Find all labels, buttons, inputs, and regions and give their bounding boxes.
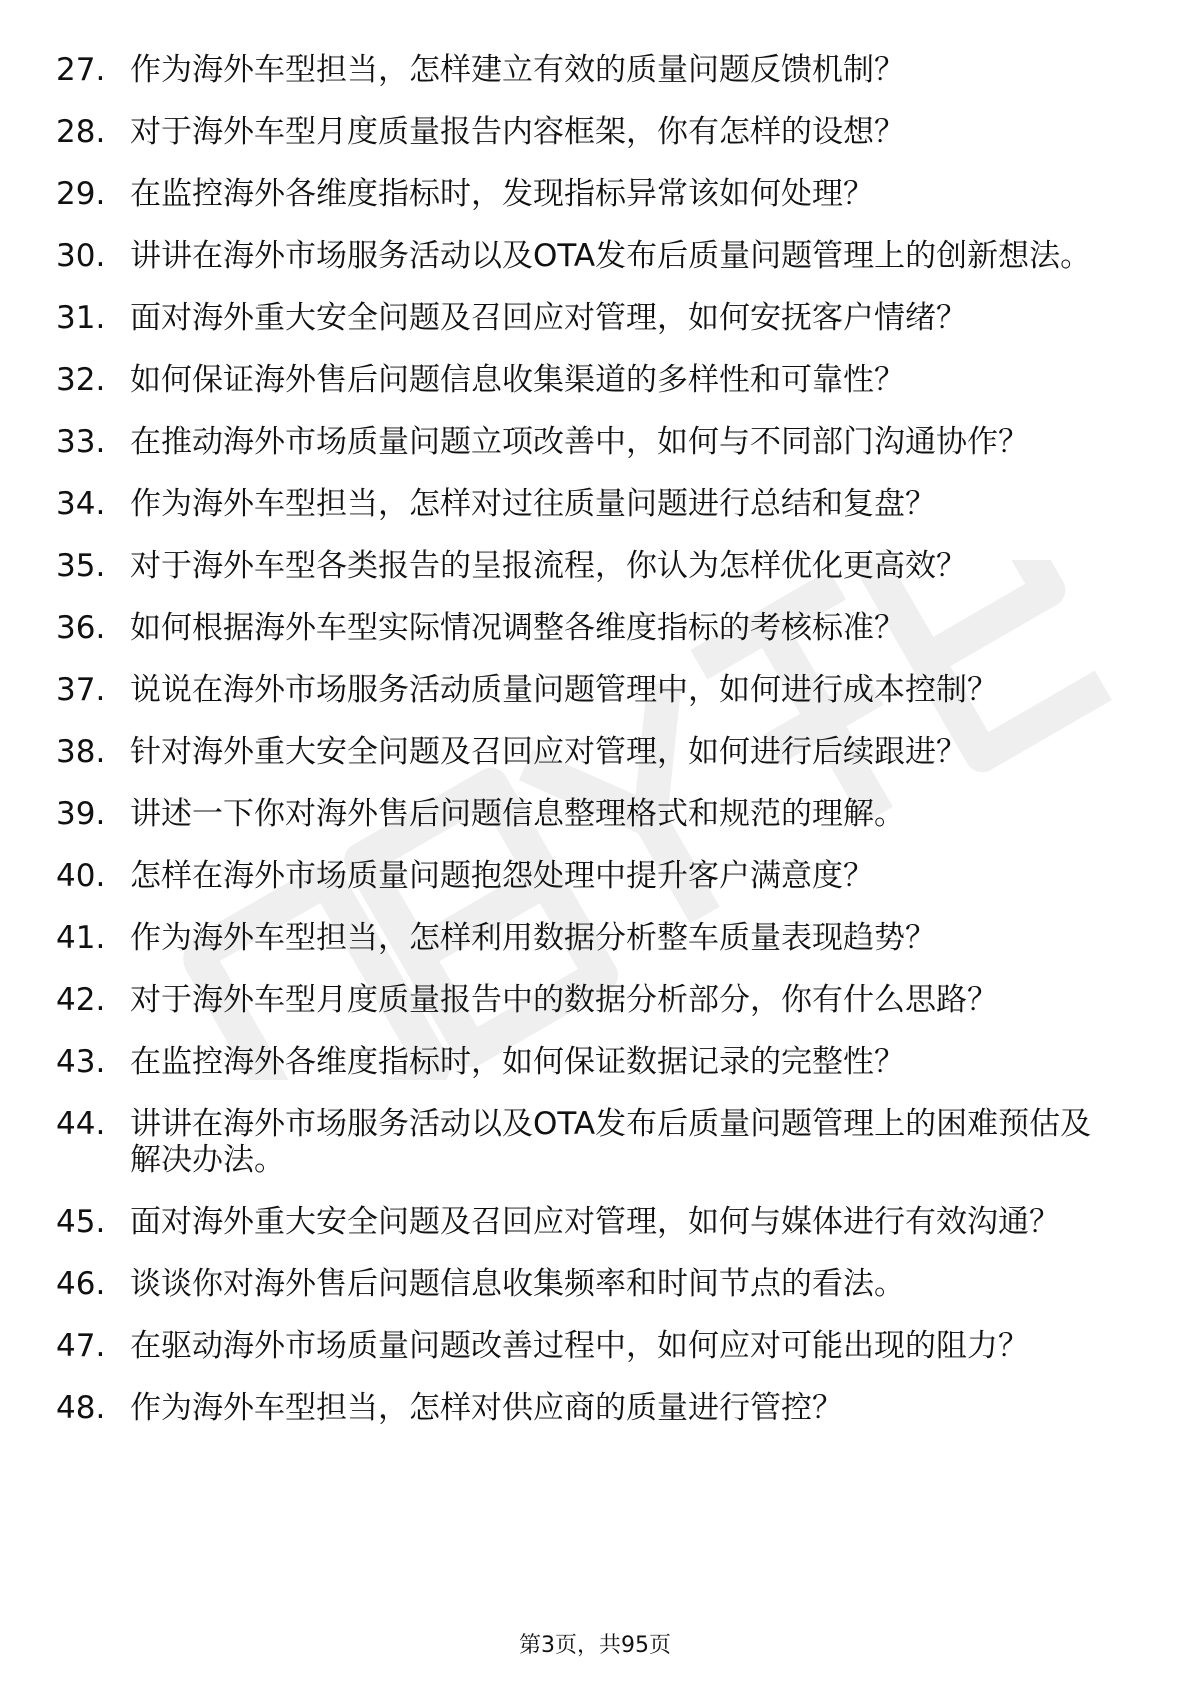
question-text: 对于海外车型各类报告的呈报流程，你认为怎样优化更高效？ — [130, 548, 967, 584]
question-number: 31. — [56, 300, 106, 336]
list-item — [56, 486, 1116, 522]
question-number: 43. — [56, 1044, 106, 1080]
list-item — [56, 1266, 1116, 1302]
question-text: 作为海外车型担当，怎样建立有效的质量问题反馈机制？ — [130, 52, 905, 88]
list-item — [56, 238, 1116, 274]
list-item — [56, 672, 1116, 708]
question-list — [56, 52, 1116, 1452]
question-text: 讲讲在海外市场服务活动以及OTA发布后质量问题管理上的创新想法。 — [130, 238, 1092, 274]
list-item — [56, 176, 1116, 212]
question-number: 44. — [56, 1106, 106, 1142]
question-text: 如何保证海外售后问题信息收集渠道的多样性和可靠性？ — [130, 362, 905, 398]
list-item — [56, 52, 1116, 88]
list-item — [56, 1390, 1116, 1426]
question-text: 讲述一下你对海外售后问题信息整理格式和规范的理解。 — [130, 796, 905, 832]
question-number: 48. — [56, 1390, 106, 1426]
question-text: 讲讲在海外市场服务活动以及OTA发布后质量问题管理上的困难预估及解决办法。 — [130, 1106, 1092, 1178]
page-footer: 第3页，共95页 — [519, 1633, 671, 1658]
question-number: 45. — [56, 1204, 106, 1240]
question-number: 28. — [56, 114, 106, 150]
question-number: 35. — [56, 548, 106, 584]
list-item — [56, 362, 1116, 398]
question-number: 42. — [56, 982, 106, 1018]
question-number: 38. — [56, 734, 106, 770]
list-item — [56, 796, 1116, 832]
question-number: 27. — [56, 52, 106, 88]
question-number: 33. — [56, 424, 106, 460]
list-item — [56, 1044, 1116, 1080]
list-item — [56, 1204, 1116, 1240]
question-number: 29. — [56, 176, 106, 212]
question-text: 作为海外车型担当，怎样利用数据分析整车质量表现趋势？ — [130, 920, 936, 956]
question-number: 30. — [56, 238, 106, 274]
question-number: 47. — [56, 1328, 106, 1364]
question-text: 在监控海外各维度指标时，发现指标异常该如何处理？ — [130, 176, 874, 212]
question-text: 面对海外重大安全问题及召回应对管理，如何与媒体进行有效沟通？ — [130, 1204, 1060, 1240]
question-number: 40. — [56, 858, 106, 894]
question-number: 41. — [56, 920, 106, 956]
question-text: 说说在海外市场服务活动质量问题管理中，如何进行成本控制？ — [130, 672, 998, 708]
question-text: 面对海外重大安全问题及召回应对管理，如何安抚客户情绪？ — [130, 300, 967, 336]
question-text: 在驱动海外市场质量问题改善过程中，如何应对可能出现的阻力？ — [130, 1328, 1029, 1364]
question-number: 36. — [56, 610, 106, 646]
question-text: 作为海外车型担当，怎样对过往质量问题进行总结和复盘？ — [130, 486, 936, 522]
list-item — [56, 300, 1116, 336]
list-item — [56, 1328, 1116, 1364]
question-text: 对于海外车型月度质量报告内容框架，你有怎样的设想？ — [130, 114, 905, 150]
list-item — [56, 920, 1116, 956]
list-item — [56, 734, 1116, 770]
list-item — [56, 858, 1116, 894]
question-number: 46. — [56, 1266, 106, 1302]
list-item — [56, 610, 1116, 646]
question-text: 谈谈你对海外售后问题信息收集频率和时间节点的看法。 — [130, 1266, 905, 1302]
question-text: 针对海外重大安全问题及召回应对管理，如何进行后续跟进？ — [130, 734, 967, 770]
list-item — [56, 424, 1116, 460]
list-item — [56, 548, 1116, 584]
question-text: 在推动海外市场质量问题立项改善中，如何与不同部门沟通协作？ — [130, 424, 1029, 460]
question-number: 32. — [56, 362, 106, 398]
list-item — [56, 114, 1116, 150]
question-number: 37. — [56, 672, 106, 708]
question-number: 34. — [56, 486, 106, 522]
list-item — [56, 1106, 1116, 1178]
question-text: 如何根据海外车型实际情况调整各维度指标的考核标准？ — [130, 610, 905, 646]
question-number: 39. — [56, 796, 106, 832]
question-text: 在监控海外各维度指标时，如何保证数据记录的完整性？ — [130, 1044, 905, 1080]
list-item — [56, 982, 1116, 1018]
question-text: 怎样在海外市场质量问题抱怨处理中提升客户满意度？ — [130, 858, 874, 894]
question-text: 作为海外车型担当，怎样对供应商的质量进行管控？ — [130, 1390, 843, 1426]
question-text: 对于海外车型月度质量报告中的数据分析部分，你有什么思路？ — [130, 982, 998, 1018]
